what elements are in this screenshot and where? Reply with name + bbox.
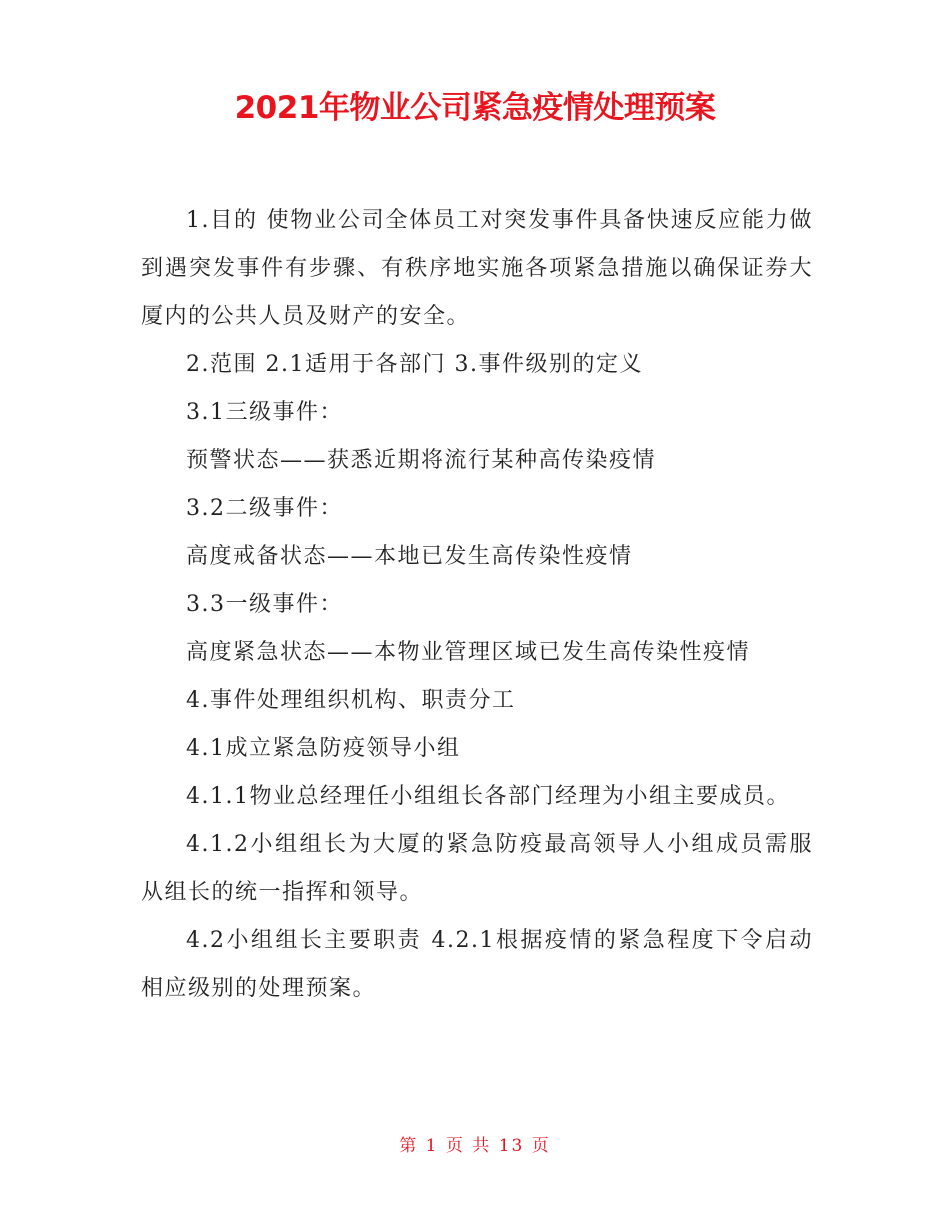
paragraph-level-2-desc: 高度戒备状态——本地已发生高传染性疫情 xyxy=(186,544,633,569)
paragraph-scope: 2.范围 2.1适用于各部门 3.事件级别的定义 xyxy=(186,352,643,377)
document-title: 2021年物业公司紧急疫情处理预案 xyxy=(234,90,716,126)
paragraph-level-2-heading: 3.2二级事件： xyxy=(186,496,343,521)
paragraph-purpose: 1.目的 使物业公司全体员工对突发事件具备快速反应能力做到遇突发事件有步骤、有秩序地实施各项紧急措施以确保证券大厦内的公共人员及财产的安全。 xyxy=(141,208,813,329)
paragraph-4-1: 4.1成立紧急防疫领导小组 xyxy=(186,736,461,761)
paragraph-level-3-heading: 3.1三级事件： xyxy=(186,400,343,425)
paragraph-4-1-2: 4.1.2小组组长为大厦的紧急防疫最高领导人小组成员需服从组长的统一指挥和领导。 xyxy=(141,832,813,905)
paragraph-level-1-heading: 3.3一级事件： xyxy=(186,592,343,617)
paragraph-organization: 4.事件处理组织机构、职责分工 xyxy=(186,688,516,713)
document-body xyxy=(141,197,813,1013)
paragraph-4-2: 4.2小组组长主要职责 4.2.1根据疫情的紧急程度下令启动相应级别的处理预案。 xyxy=(141,928,813,1001)
page-number-footer: 第 1 页 共 13 页 xyxy=(399,1136,551,1156)
paragraph-level-3-desc: 预警状态——获悉近期将流行某种高传染疫情 xyxy=(186,448,657,473)
paragraph-level-1-desc: 高度紧急状态——本物业管理区域已发生高传染性疫情 xyxy=(186,640,751,665)
paragraph-4-1-1: 4.1.1物业总经理任小组组长各部门经理为小组主要成员。 xyxy=(186,784,790,809)
